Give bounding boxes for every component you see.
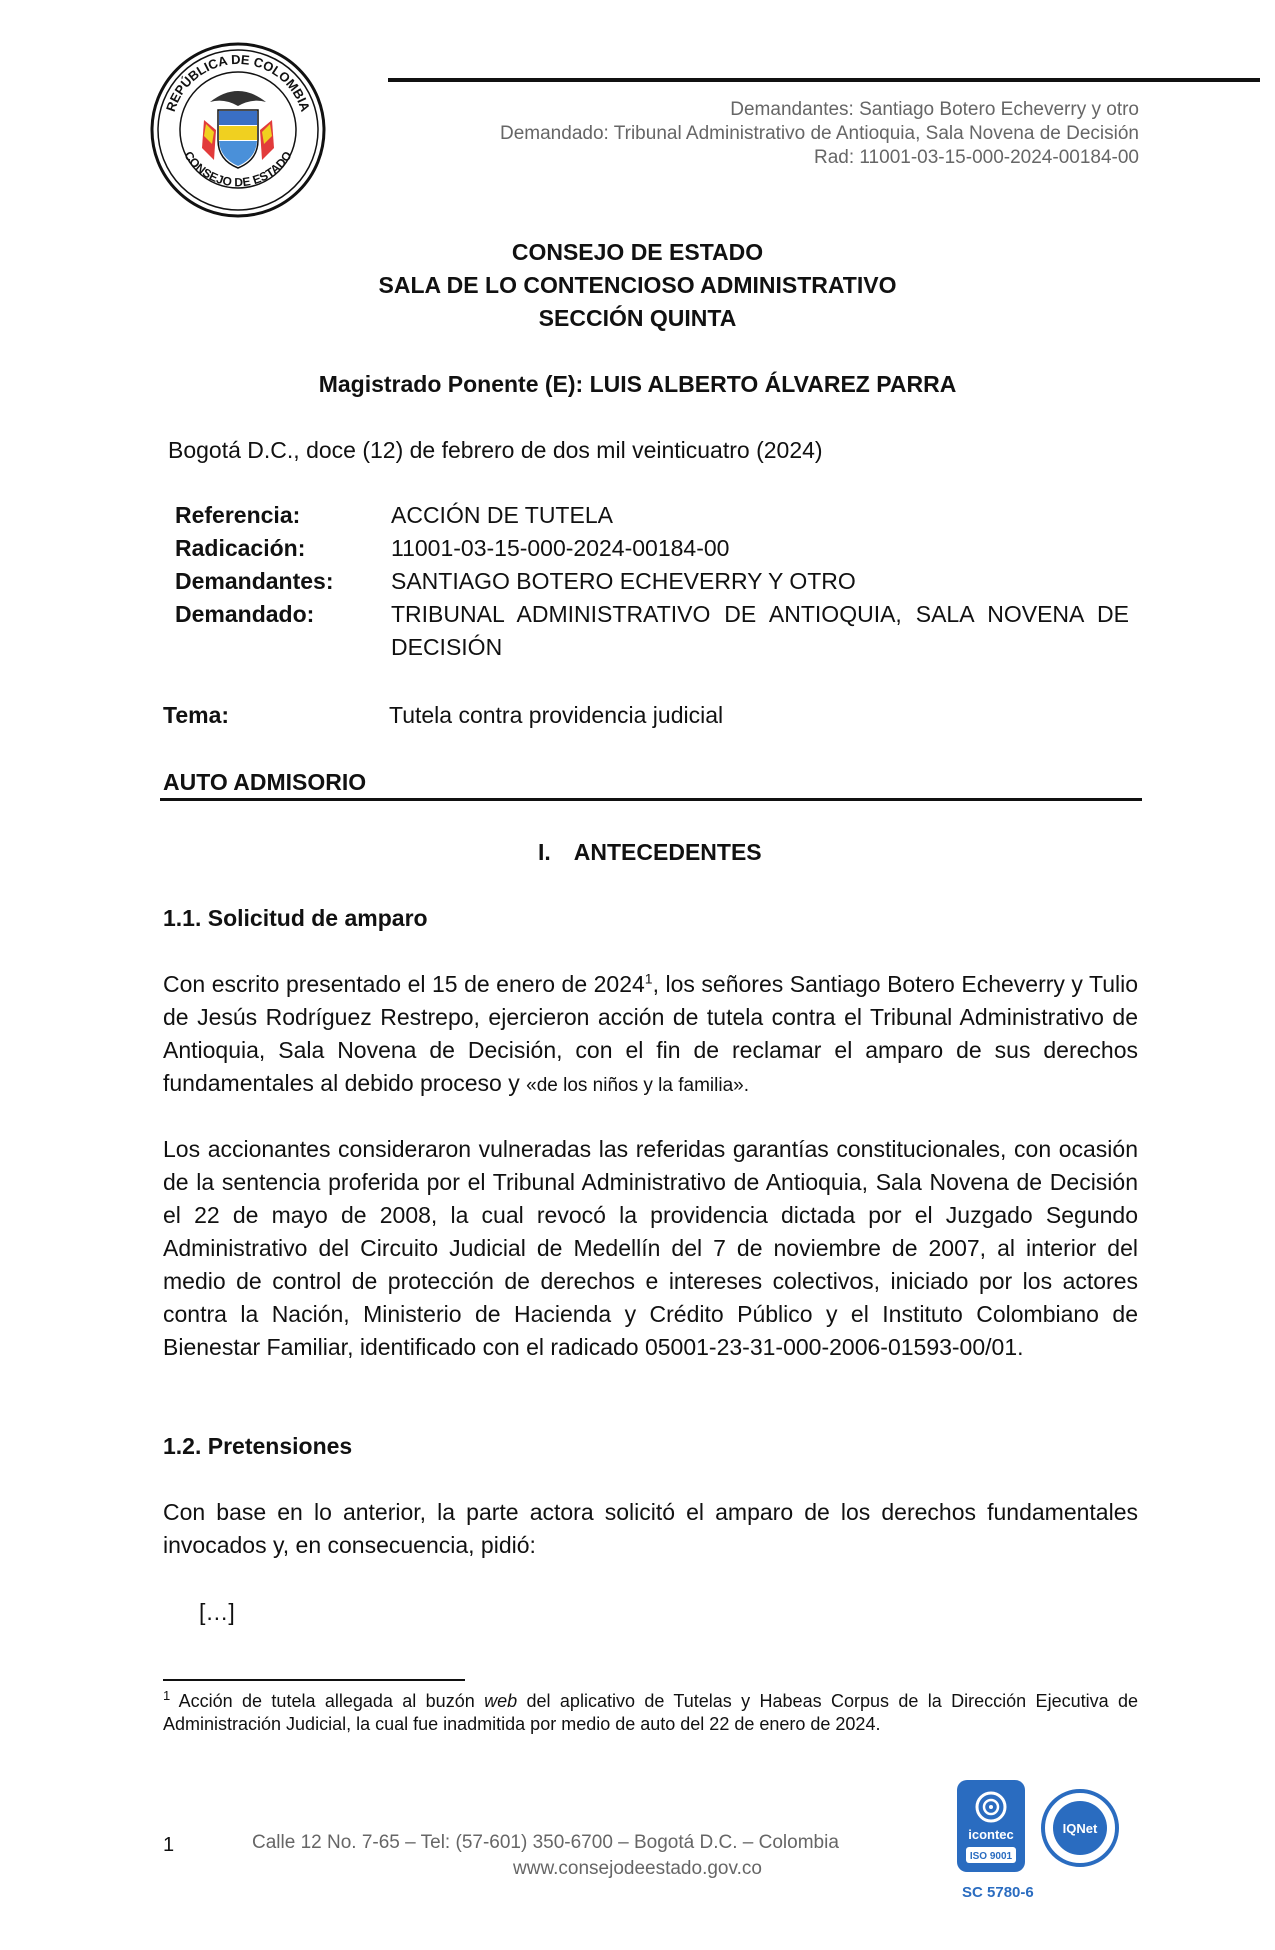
footnote-text-a: Acción de tutela allegada al buzón <box>170 1691 485 1711</box>
paragraph-pretensiones: Con base en lo anterior, la parte actora solicitó el amparo de los derechos fundamentales invocados y, en consecuencia, pidió: <box>163 1499 1138 1558</box>
header-radicado: Rad: 11001-03-15-000-2024-00184-00 <box>813 147 1139 168</box>
demandado-value: TRIBUNAL ADMINISTRATIVO DE ANTIOQUIA, SALA NOVENA DE DECISIÓN <box>391 601 1129 660</box>
footnote-1 <box>163 1690 1138 1736</box>
paragraph-solicitud-text-a: Con escrito presentado el 15 de enero de 2024 <box>163 971 645 997</box>
referencia-value: ACCIÓN DE TUTELA <box>391 502 613 528</box>
iqnet-certification-icon <box>1040 1788 1120 1868</box>
seal-ring-text-top: REPÚBLICA DE COLOMBIA <box>162 51 314 114</box>
tema-value: Tutela contra providencia judicial <box>389 702 724 728</box>
radicacion-label: Radicación: <box>175 535 306 561</box>
solicitud-amparo-heading: 1.1. Solicitud de amparo <box>163 905 428 931</box>
icontec-iso-label: ISO 9001 <box>969 1851 1013 1862</box>
chamber-title: SALA DE LO CONTENCIOSO ADMINISTRATIVO <box>378 272 897 298</box>
certification-code: SC 5780-6 <box>962 1884 1034 1901</box>
footnote-ref-1[interactable]: 1 <box>644 970 653 987</box>
footnote-number: 1 <box>163 1688 171 1703</box>
pretensiones-heading: 1.2. Pretensiones <box>163 1433 353 1459</box>
title-underline <box>160 798 1142 801</box>
antecedentes-heading: I. ANTECEDENTES <box>538 839 762 865</box>
footer-address: Calle 12 No. 7-65 – Tel: (57-601) 350-6700 – Bogotá D.C. – Colombia <box>252 1832 839 1853</box>
iqnet-label: IQNet <box>1062 1821 1098 1836</box>
icontec-label: icontec <box>968 1827 1014 1842</box>
paragraph-vulneracion: Los accionantes consideraron vulneradas las referidas garantías constitucionales, con ocasión de la sentencia proferida por el Tribunal Administrativo de Antioquia, Sala Novena de Decisión el 22 de mayo de 2008, la cual revocó la providencia dictada por el Juzgado Segundo Administrativo del Circuito Judicial de Medellín del 7 de noviembre de 2007, al interior del medio de control de protección de derechos e intereses colectivos, iniciado por los actores contra la Nación, Ministerio de Hacienda y Crédito Público y el Instituto Colombiano de Bienestar Familiar, identificado con el radicado 05001-23-31-000-2006-01593-00/01. <box>163 1136 1138 1360</box>
demandado-label: Demandado: <box>175 601 315 627</box>
paragraph-solicitud-quote: «de los niños y la familia». <box>526 1075 749 1096</box>
magistrado-ponente: Magistrado Ponente (E): LUIS ALBERTO ÁLVAREZ PARRA <box>318 371 957 397</box>
footnote-text-italic: web <box>484 1691 518 1711</box>
demandantes-value: SANTIAGO BOTERO ECHEVERRY Y OTRO <box>391 568 856 594</box>
page-number: 1 <box>163 1834 175 1856</box>
footer-website[interactable]: www.consejodeestado.gov.co <box>513 1858 762 1879</box>
auto-admisorio-title: AUTO ADMISORIO <box>163 769 367 795</box>
footnote-text-b: del aplicativo de Tutelas y Habeas Corpus de la Dirección Ejecutiva de Administración Judicial, la cual fue inadmitida por medio de auto del 22 de enero de 2024. <box>163 1691 1138 1734</box>
ellipsis-omission: […] <box>199 1599 235 1625</box>
footnote-separator <box>163 1679 465 1681</box>
seal-ring-text-bottom: CONSEJO DE ESTADO <box>181 148 295 190</box>
header-demandado: Demandado: Tribunal Administrativo de Antioquia, Sala Novena de Decisión <box>500 123 1139 144</box>
radicacion-value: 11001-03-15-000-2024-00184-00 <box>391 535 730 561</box>
paragraph-solicitud-text-b: , los señores Santiago Botero Echeverry y Tulio de Jesús Rodríguez Restrepo, ejercieron acción de tutela contra el Tribunal Administrativo de Antioquia, Sala Novena de Decisión, con el fin de reclamar el amparo de sus derechos fundamentales al debido proceso y <box>163 971 1138 1096</box>
consejo-de-estado-seal <box>148 40 328 220</box>
court-title: CONSEJO DE ESTADO <box>511 239 764 265</box>
icontec-certification-icon <box>956 1779 1026 1873</box>
referencia-label: Referencia: <box>175 502 301 528</box>
demandantes-label: Demandantes: <box>175 568 334 594</box>
paragraph-solicitud <box>163 968 1138 1102</box>
date-line: Bogotá D.C., doce (12) de febrero de dos mil veinticuatro (2024) <box>168 437 823 463</box>
tema-label: Tema: <box>163 702 230 728</box>
section-title-quinta: SECCIÓN QUINTA <box>538 305 737 331</box>
header-demandantes: Demandantes: Santiago Botero Echeverry y otro <box>730 99 1139 120</box>
header-rule <box>388 78 1260 82</box>
